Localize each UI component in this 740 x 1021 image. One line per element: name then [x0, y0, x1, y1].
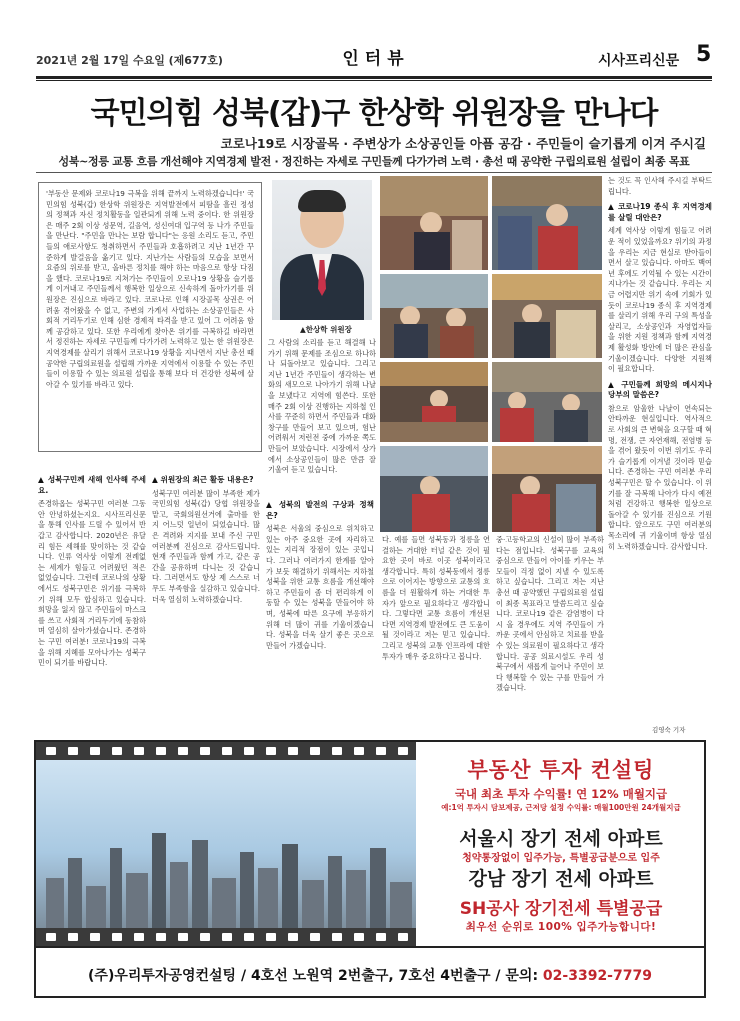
question-2: ▲ 위원장의 최근 활동 내용은? [152, 475, 254, 484]
intro-text: '부동산 문제와 코로나19 극복을 위해 끝까지 노력하겠습니다!' 국민의힘 성북(갑) 한상학 위원장은 지역발전에서 피땀을 흘린 정성의 정책과 자신 정치활동을 일관되게 위해 노력 중이다. 한 위원장은 매주 2회 이상 성문역, 길음역, 성신여대 입구역 등 나가 주민들을 만난다. "주민을 만나는 보람 합니다"는 응원 소리도 듣고, 주민들의 애로사항도 청취하면서 주민들과 호흡하려고 지난 1년간 꾸준하게 발걸음을 옮기고 있다. 지난가는 사람들의 모습을 보면서 요즘의 위로를 받고, 올바른 정치를 해야 하는 마음으로 항상 다짐을 했다. 코로나19로 지쳐가는 주민들이 오로나19 상황을 슬기롭게 이겨내고 주민들께서 행복한 일상으로 신속하게 돌아가기를 위원장은 진심으로 바라고 있다. 코로나로 인해 시장골목 상권은 어려움 겪어왔을 수 없고, 주변의 가게서 사업하는 소상공인들은 사회적 거리두기로 인해 심한 경제적 타격을 받고 있어 그 어려움 함께 공감하고 있다. 또한 우리에게 찾아온 위기를 극복하길 바라면서 정진하는 자세로 구민들께 다가가려 노력하고 있는 한 위원장은 지역경제를 살리기 위해서 코로나19 상황을 지나면서 지난 총선 때 공약한 구립의료원을 설립해 가까운 지역에서 이용할 수 있는 주민들이 이용할 수 있는 의료원 설립을 통해 보다 더 건강한 성북에 살아갈 수 있기를 바라고 있다. [46, 189, 254, 389]
photo-market-3 [380, 274, 488, 358]
answer-4: 세계 역사상 이렇게 힘들고 어려운 적이 있었을까요? 위기의 과정을 우리는 지금 현실로 받아들이면서 살고 있습니다. 아마도 백여 년 후에도 기억될 수 있는 시간이 지나가는 것 같습니다. 우리는 지금 어렵지만 위기 속에 기회가 있듯이 코로나19 종식 후 지역경제를 살리기 위해 우리 구의 특성을 살리고, 소상공인과 자영업자들을 위한 지원 정책과 함께 지역경제 활성화 방안에 더 많은 관심을 기울이겠습니다. 다양한 지원책이 필요합니다. [608, 226, 712, 374]
question-1: ▲ 성북구민께 새해 인사해 주세요. [38, 475, 146, 495]
article-subhead-2: 성북~정릉 교통 흐름 개선해야 지역경제 발전 · 정진하는 자세로 구민들께 다가가려 노력 · 총선 때 공약한 구립의료원 설립이 최종 목표 [58, 155, 690, 168]
column-3-top: 그 사람의 소리를 듣고 해결해 나가기 위해 문제를 조심으로 하나하나 되돌아보고 있습니다. 그리고 지난 1년간 주민들이 생각하는 변화의 새모으로 나아가기 위해 나날을 보냈다고 지역에 힘쓴다. 또한 매주 2회 이상 진행하는 지하철 인사를 꾸준히 하면서 주민들과 대화 창구를 만들어 보고 있으며, 험난 어려워서 저런전 중에 가까운 쪽도 만들어 보았습니다. 시장에서 상가에서 소상공인들이 많은 만큼 잘 기울여 듣고 있습니다. [268, 338, 376, 475]
ad-copy [418, 742, 704, 946]
answer-1: 존경하옵는 성북구민 여러분 그동안 안녕하셨는지요. 시사프리신문을 통해 인사를 드릴 수 있어서 반갑고 감사합니다. 2020년은 유달리 힘든 세해를 맞이하는 것 같습니다. 인류 역사상 이렇게 전례없는 세계가 힘들고 어려웠던 적은 없었습니다. 그런데 코로나의 상황에서도 성북구민은 위기를 극복하기 위해 모두 합심하고 있습니다. 희망을 잃지 않고 주민들이 마스크를 쓰고 사회적 거리두기에 동참하며 열심히 살아가셨습니다. 존경하는 구민 여러분! 코로나19의 극복을 위해 지혜를 모아나가는 성북구민이 되기를 바랍니다. [38, 499, 146, 668]
ad-contact-bar [36, 946, 704, 998]
ad-title-gangnam-lease: 강남 장기 전세 아파트 [468, 868, 654, 890]
column-5-text: 중·고등학교의 신설이 많이 부족하다는 점입니다. 성북구를 교육의 중심으로 만들어 아이를 키우는 부모들이 걱정 없이 지낼 수 있도록 하고 싶습니다. 그리고 저는 지난 총선 때 공약했던 구립의료원 설립이 최종 목표라고 말씀드리고 싶습니다. 코로나19 같은 감염병이 다시 올 경우에도 지역 주민들이 가까운 곳에서 안심하고 치료를 받을 수 있는 의료원이 필요하다고 생각합니다. 공공 의료시설도 우리 성북구에서 새롭게 늘어나 주민이 보다 행복할 수 있는 구를 만들어 가겠습니다. [496, 535, 604, 693]
column-4-text: 다. 예를 들면 성북동과 정릉을 연결하는 거대한 터널 같은 것이 필요한 곳이 바로 이곳 성북이라고 생각합니다. 특히 성북동에서 정릉으로 이어지는 방향으로 교통의 흐름을 더 원활하게 하는 거대한 투자가 앞으로 필요하다고 생각합니다. 그렇다면 교통 흐름이 개선된다면 지역경제 발전에도 큰 도움이 될 것이라고 저는 믿고 있습니다. 그리고 성북의 교통 인프라에 대한 투자가 매우 중요하다고 봅니다. [382, 535, 490, 661]
photo-restaurant [380, 362, 488, 442]
ad-subtitle-return: 국내 최초 투자 수익률! 연 12% 매월지급 [454, 787, 668, 801]
ad-subtitle-seoul-lease: 청약통장없이 입주가능, 특별공급분으로 입주 [462, 853, 660, 864]
question-4: ▲ 코로나19 종식 후 지역경제를 살릴 대안은? [608, 202, 712, 222]
masthead-rule [36, 76, 712, 79]
ad-title-consulting: 부동산 투자 컨설팅 [467, 758, 655, 782]
advertisement [34, 740, 706, 998]
page-number: 5 [696, 42, 712, 67]
column-2 [152, 470, 260, 732]
answer-5: 참으로 암울한 나날이 연속되는 안타까운 현실입니다. 역사적으로 사회의 큰 변혁을 요구할 때 혁명, 전쟁, 큰 자연재해, 전염병 등을 겪어 왔듯이 이번 위기도 우리가 슬기롭게 이겨낼 것이라 믿습니다. 존경하는 구민 여러분 우리 성북구민은 할 수 있습니다. 이 위기를 잘 극복해 나아가 다시 예전처럼 건강하고 행복한 일상으로 돌아갈 수 있기를 진심으로 기원합니다. 앞으로도 구민 여러분의 목소리에 귀 기울이며 항상 열심히 노력하겠습니다. 감사합니다. [608, 403, 712, 551]
portrait-caption: ▲한상학 위원장 [300, 325, 352, 334]
intro-box [38, 182, 262, 452]
section-title: 인터뷰 [342, 49, 410, 69]
ad-cityscape [36, 742, 416, 946]
column-4 [382, 535, 490, 732]
ad-company: (주)우리투자공영컨설팅 [88, 968, 237, 984]
article-subhead-1: 코로나19로 시장골목 · 주변상가 소상공인들 아픔 공감 · 주민들이 슬기롭게 이겨 주시길 [220, 136, 706, 151]
newspaper-name: 시사프리신문 [598, 53, 680, 69]
answer-2: 성북구민 여러분 많이 부족한 제가 국민의힘 성북(갑) 당협 위원장을 맡고, 국회의원선거에 출마를 한 지 어느덧 일년이 되었습니다. 많은 격려와 지지를 보내 주신 구민 여러분께 진심으로 감사드립니다. 현재 주민들과 함께 가고, 같은 공간을 공유하며 다니는 것 같습니다. 그러면서도 항상 제 스스로 너무도 부족함을 실감하고 있습니다. 더욱 열심히 노력하겠습니다. [152, 488, 260, 604]
subhead-rule [36, 172, 712, 173]
column-3 [266, 495, 374, 732]
spacer-2 [150, 455, 262, 465]
column-5 [496, 535, 604, 732]
photo-street-1 [380, 446, 488, 532]
column-1 [38, 470, 146, 732]
column-6 [608, 176, 712, 724]
portrait-photo [272, 180, 372, 320]
photo-street-2 [492, 446, 602, 532]
ad-title-sh-supply: SH공사 장기전세 특별공급 [459, 899, 663, 919]
photo-market-4 [492, 274, 602, 358]
ad-title-seoul-lease: 서울시 장기 전세 아파트 [459, 828, 663, 850]
masthead [36, 44, 712, 74]
column-6-top: 는 것도 꼭 인사해 주시길 부탁드립니다. [608, 176, 712, 196]
masthead-rule-thin [36, 80, 712, 81]
photo-market-1 [380, 176, 488, 270]
photo-market-2 [492, 176, 602, 270]
question-3: ▲ 성북의 발전의 구상과 정책은? [266, 500, 374, 520]
issue-date: 2021년 2월 17일 수요일 (제677호) [36, 54, 223, 67]
ad-note-return: 예:1억 투자시 담보제공, 근저당 설정 수익률: 매월100만원 24개월지급 [441, 803, 681, 812]
ad-location: / 4호선 노원역 2번출구, 7호선 4번출구 / 문의: [240, 968, 539, 984]
article-headline: 국민의힘 성북(갑)구 한상학 위원장을 만나다 [90, 96, 658, 131]
answer-3: 성북은 서울의 중심으로 위치하고 있는 아주 중요한 곳에 자리하고 있는 지리적 장점이 있는 곳입니다. 그러나 여러가지 한계를 알아가 보듯 해결하기 위해서는 지하철 성북을 위한 교통 흐름을 개선해야 하고 주민들이 좀 더 편리하게 이동할 수 있는 성북을 만들어야 하며, 성북에 따른 요구에 부응하기 위해 더 많이 귀를 기울이겠습니다. 성북을 더욱 살기 좋은 곳으로 만들어 가겠습니다. [266, 524, 374, 650]
photo-shop [492, 362, 602, 442]
question-5: ▲ 구민들께 희망의 메시지나 당부의 말씀은? [608, 379, 712, 400]
ad-phone: 02-3392-7779 [542, 968, 652, 984]
ad-subtitle-sh-supply: 최우선 순위로 100% 입주가능합니다! [465, 921, 657, 933]
byline: 김영숙 기자 [652, 726, 686, 734]
